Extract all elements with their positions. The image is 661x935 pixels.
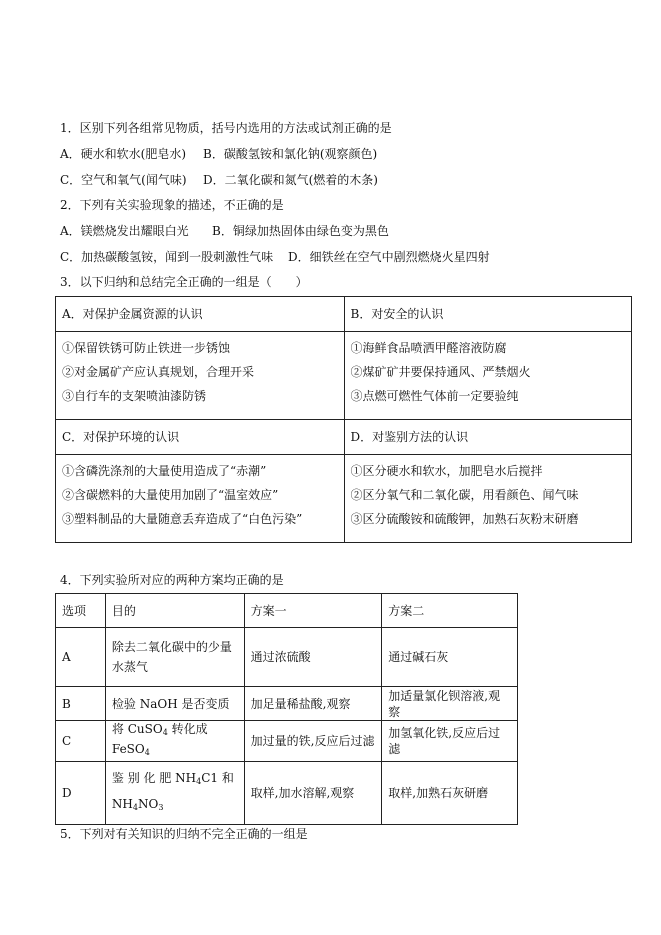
q3-c-item-3: ③塑料制品的大量随意丢弃造成了“白色污染” bbox=[62, 512, 303, 526]
q4-row-d-sub-2: 4 bbox=[132, 803, 138, 812]
q4-row-d-goal-text-1: 鉴 别 化 肥 NH bbox=[111, 771, 197, 785]
q4-row-d-plan1: 取样,加水溶解,观察 bbox=[244, 762, 382, 825]
q3-group-b-title: B．对安全的认识 bbox=[344, 297, 632, 332]
q2-option-d: D．细铁丝在空气中剧烈燃烧火星四射 bbox=[288, 250, 490, 264]
q1-option-b: B．碳酸氢铵和氯化钠(观察颜色) bbox=[203, 147, 378, 161]
q4-row-d-sub-3: 3 bbox=[158, 803, 164, 812]
q3-d-item-3: ③区分硫酸铵和硫酸钾，加熟石灰粉末研磨 bbox=[350, 512, 579, 526]
q3-table bbox=[55, 296, 632, 543]
q4-row-d-goal-text-3: NH bbox=[111, 797, 133, 811]
q4-header-plan2: 方案二 bbox=[382, 594, 518, 628]
q4-header-plan1: 方案一 bbox=[244, 594, 382, 628]
q3-d-item-1: ①区分硬水和软水，加肥皂水后搅拌 bbox=[350, 464, 543, 478]
q4-row-d-sub-1: 4 bbox=[196, 777, 202, 786]
q5-stem: 5．下列对有关知识的归纳不完全正确的一组是 bbox=[60, 827, 308, 841]
q3-group-a-body bbox=[56, 332, 345, 420]
q4-row-d-option: D bbox=[56, 762, 106, 825]
q3-c-item-2: ②含碳燃料的大量使用加剧了“温室效应” bbox=[62, 488, 279, 502]
q4-row-c-sub-1: 4 bbox=[162, 728, 168, 737]
q4-row-b-option: B bbox=[56, 687, 106, 721]
q3-b-item-1: ①海鲜食品喷洒甲醛溶液防腐 bbox=[350, 341, 507, 355]
q4-row-a-plan2: 通过碱石灰 bbox=[382, 628, 518, 687]
q4-row-c-plan1: 加过量的铁,反应后过滤 bbox=[244, 721, 382, 762]
table-row bbox=[56, 721, 518, 762]
q4-row-d-goal-text-4: NO bbox=[137, 797, 159, 811]
q4-header-goal: 目的 bbox=[105, 594, 244, 628]
table-row bbox=[56, 687, 518, 721]
q3-group-b-body bbox=[344, 332, 632, 420]
q3-group-a-title: A．对保护金属资源的认识 bbox=[56, 297, 345, 332]
q4-row-b-goal: 检验 NaOH 是否变质 bbox=[105, 687, 244, 721]
q1-option-c: C．空气和氧气(闻气味) bbox=[60, 173, 187, 187]
q2-option-b: B．铜绿加热固体由绿色变为黑色 bbox=[212, 224, 389, 238]
q4-row-d-goal-text-2: C1 和 bbox=[201, 771, 234, 785]
q4-row-c-goal-text-1: 将 CuSO bbox=[111, 722, 163, 736]
q4-row-a-plan1: 通过浓硫酸 bbox=[244, 628, 382, 687]
q4-row-c-plan2: 加氢氧化铁,反应后过滤 bbox=[382, 721, 518, 762]
q3-b-item-3: ③点燃可燃性气体前一定要验纯 bbox=[350, 389, 519, 403]
q3-b-item-2: ②煤矿矿井要保持通风、严禁烟火 bbox=[350, 365, 531, 379]
q4-row-c-goal-text-2: 转化成 FeSO bbox=[111, 722, 208, 756]
q4-header-option: 选项 bbox=[56, 594, 106, 628]
q3-a-item-1: ①保留铁锈可防止铁进一步锈蚀 bbox=[62, 341, 231, 355]
q4-row-b-plan2: 加适量氯化钡溶液,观察 bbox=[382, 687, 518, 721]
q3-a-item-2: ②对金属矿产应认真规划，合理开采 bbox=[62, 365, 255, 379]
q4-row-c-goal bbox=[105, 721, 244, 762]
q4-stem: 4．下列实验所对应的两种方案均正确的是 bbox=[60, 573, 284, 587]
q2-option-c: C．加热碳酸氢铵，闻到一股刺激性气味 bbox=[60, 250, 274, 264]
q4-row-c-option: C bbox=[56, 721, 106, 762]
q3-group-c-body bbox=[56, 455, 345, 543]
q4-row-a-option: A bbox=[56, 628, 106, 687]
q4-row-c-sub-2: 4 bbox=[144, 748, 150, 757]
q3-stem: 3．以下归纳和总结完全正确的一组是（ ） bbox=[60, 275, 308, 289]
q4-row-a-goal: 除去二氧化碳中的少量水蒸气 bbox=[105, 628, 244, 687]
q3-group-d-body bbox=[344, 455, 632, 543]
q4-table bbox=[55, 593, 518, 825]
table-row bbox=[56, 628, 518, 687]
q1-option-d: D．二氧化碳和氮气(燃着的木条) bbox=[203, 173, 378, 187]
q2-stem: 2．下列有关实验现象的描述，不正确的是 bbox=[60, 198, 284, 212]
q3-group-c-title: C．对保护环境的认识 bbox=[56, 420, 345, 455]
q3-d-item-2: ②区分氧气和二氧化碳，用看颜色、闻气味 bbox=[350, 488, 579, 502]
q3-c-item-1: ①含磷洗涤剂的大量使用造成了“赤潮” bbox=[62, 464, 267, 478]
table-row bbox=[56, 762, 518, 825]
q1-stem: 1．区别下列各组常见物质，括号内选用的方法或试剂正确的是 bbox=[60, 121, 392, 135]
q4-row-d-plan2: 取样,加熟石灰研磨 bbox=[382, 762, 518, 825]
q4-row-d-goal bbox=[105, 762, 244, 825]
q3-a-item-3: ③自行车的支架喷油漆防锈 bbox=[62, 389, 207, 403]
q4-row-b-plan1: 加足量稀盐酸,观察 bbox=[244, 687, 382, 721]
q1-option-a: A．硬水和软水(肥皂水) bbox=[60, 147, 187, 161]
q3-group-d-title: D．对鉴别方法的认识 bbox=[344, 420, 632, 455]
q2-option-a: A．镁燃烧发出耀眼白光 bbox=[60, 224, 189, 238]
